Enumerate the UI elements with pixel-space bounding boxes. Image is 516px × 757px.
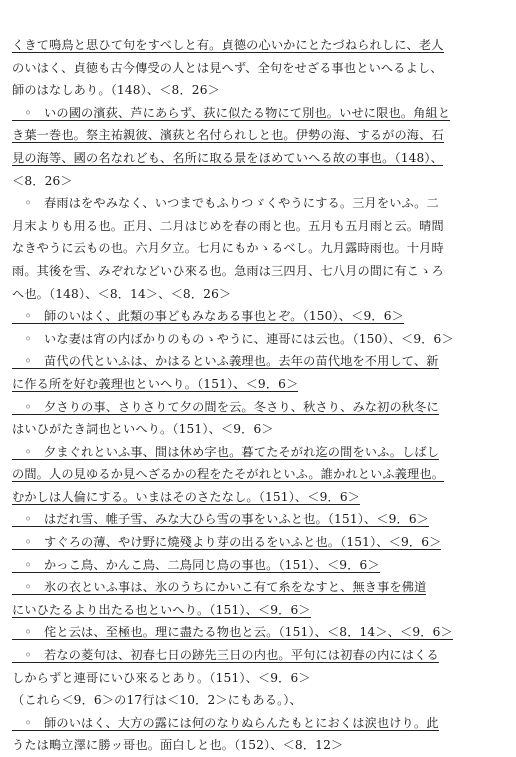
line-31-text: ◦ 師のいはく、大方の露には何のなりぬらんたもとにおくは涙也けり。此 (12, 715, 439, 730)
text-line-6 (12, 147, 508, 170)
line-32-text: うたは鴫立澤に勝ッ哥也。面白しと也。（152）、＜8．12＞ (12, 738, 344, 753)
text-line-28 (12, 644, 508, 667)
text-line-14 (12, 328, 508, 351)
text-line-30 (12, 689, 508, 712)
text-line-20 (12, 463, 508, 486)
text-line-11 (12, 260, 508, 283)
line-22-text: ◦ はだれ雪、帷子雪、みな大ひら雪の事をいふと也。（151）、＜9．6＞ (12, 512, 430, 527)
line-30-text: （これら＜9．6＞の17行は＜10．2＞にもある。）、 (12, 693, 302, 708)
text-line-26 (12, 599, 508, 622)
line-10-text: なきやうに云もの也。六月夕立。七月にもかゝるべし。九月露時雨也。十月時 (12, 241, 444, 256)
text-line-8 (12, 192, 508, 215)
line-2-text: のいはく、貞徳も古今傳受の人とは見へず、全句をせざる事也といへるよし、 (12, 60, 443, 75)
text-line-7 (12, 170, 508, 193)
line-7-text: ＜8．26＞ (12, 173, 73, 188)
text-line-15 (12, 350, 508, 373)
text-line-19 (12, 441, 508, 464)
line-26-text: にいひたるより出たる也といへり。（151）、＜9．6＞ (12, 602, 311, 617)
line-15-text: ◦ 苗代の代といふは、かはるといふ義理也。去年の苗代地を不用して、新 (12, 354, 439, 369)
line-14-text: ◦ いな妻は宵の内ばかりのものゝやうに、連哥には云也。（150）、＜9．6＞ (12, 331, 454, 346)
line-9-text: 月末よりも用る也。正月、二月はじめを春の雨と也。五月も五月雨と云。晴間 (12, 218, 444, 233)
text-line-25 (12, 576, 508, 599)
text-line-12 (12, 283, 508, 306)
line-19-text: ◦ 夕まぐれといふ事、間は休め字也。暮てたそがれ迄の間をいふ。しばし (12, 444, 440, 459)
line-24-text: ◦ かっこ鳥、かんこ鳥、二鳥同じ鳥の事也。（151）、＜9．6＞ (12, 557, 380, 572)
line-28-text: ◦ 若なの菱句は、初春七日の跡先三日の内也。平句には初春の内にはくる (12, 648, 439, 663)
line-17-text: ◦ 夕さりの事、さりさりて夕の間を云。冬さり、秋さり、みな初の秋冬に (12, 399, 439, 414)
text-line-22 (12, 508, 508, 531)
line-4-text: ◦ いの國の濱荻、芦にあらず、荻に似たる物にて別也。いせに限也。角組と (12, 105, 451, 120)
line-25-text: ◦ 氷の衣といふ事は、氷のうちにかいこ有て糸をなすと、無き事を佛道 (12, 580, 427, 595)
text-line-10 (12, 237, 508, 260)
line-11-text: 雨。其後を雪、みぞれなどいひ來る也。急雨は三四月、七八月の間に有こゝろ (12, 263, 444, 278)
text-line-2 (12, 57, 508, 80)
text-line-16 (12, 373, 508, 396)
line-27-text: ◦ 侘と云は、至極也。理に盡たる物也と云。（151）、＜8．14＞、＜9．6＞ (12, 625, 453, 640)
text-line-18 (12, 418, 508, 441)
line-12-text: へ也。（148）、＜8．14＞、＜8．26＞ (12, 286, 232, 301)
text-line-29 (12, 667, 508, 690)
text-line-3 (12, 79, 508, 102)
line-18-text: はいひがたき詞也といへり。（151）、＜9．6＞ (12, 422, 274, 437)
text-line-1 (12, 34, 508, 57)
line-20-text: の間。人の見ゆるか見ヘざるかの程をたそがれといふ。誰かれといふ義理也。 (12, 467, 445, 482)
line-23-text: ◦ すぐろの薄、やけ野に燒殘より芽の出るをいふと也。（151）、＜9．6＞ (12, 535, 442, 550)
line-6-text: 見の海等、國の名なれども、名所に取る景をほめていへる故の事也。（148）、 (12, 150, 443, 165)
text-line-24 (12, 554, 508, 577)
text-line-13 (12, 305, 508, 328)
line-21-text: むかしは人倫にする。いまはそのさたなし。（151）、＜9．6＞ (12, 489, 361, 504)
text-line-5 (12, 124, 508, 147)
text-line-31 (12, 712, 508, 735)
text-line-9 (12, 215, 508, 238)
text-line-4 (12, 102, 508, 125)
line-16-text: に作る所を好む義理也といへり。（151）、＜9．6＞ (12, 376, 299, 391)
text-line-21 (12, 486, 508, 509)
line-3-text: 師のはなしあり。（148）、＜8．26＞ (12, 83, 220, 98)
line-29-text: しからずと連哥にいひ來るとあり。（151）、＜9．6＞ (12, 670, 311, 685)
text-line-17 (12, 396, 508, 419)
text-line-23 (12, 531, 508, 554)
line-1-text: くきて鳴鳥と思ひて句をすべしと有。貞德の心いかにとたづねられしに、老人 (12, 38, 444, 52)
line-8-text: ◦ 春雨はをやみなく、いつまでもふりつゞくやうにする。三月をいふ。二 (12, 196, 439, 211)
text-line-27 (12, 621, 508, 644)
line-5-text: き葉一巻也。祭主祐親彼、濱荻と名付られしと也。伊勢の海、するがの海、石 (12, 128, 444, 143)
line-13-text: ◦ 師のいはく、此類の事どもみなある事也とぞ。（150）、＜9．6＞ (12, 309, 404, 324)
